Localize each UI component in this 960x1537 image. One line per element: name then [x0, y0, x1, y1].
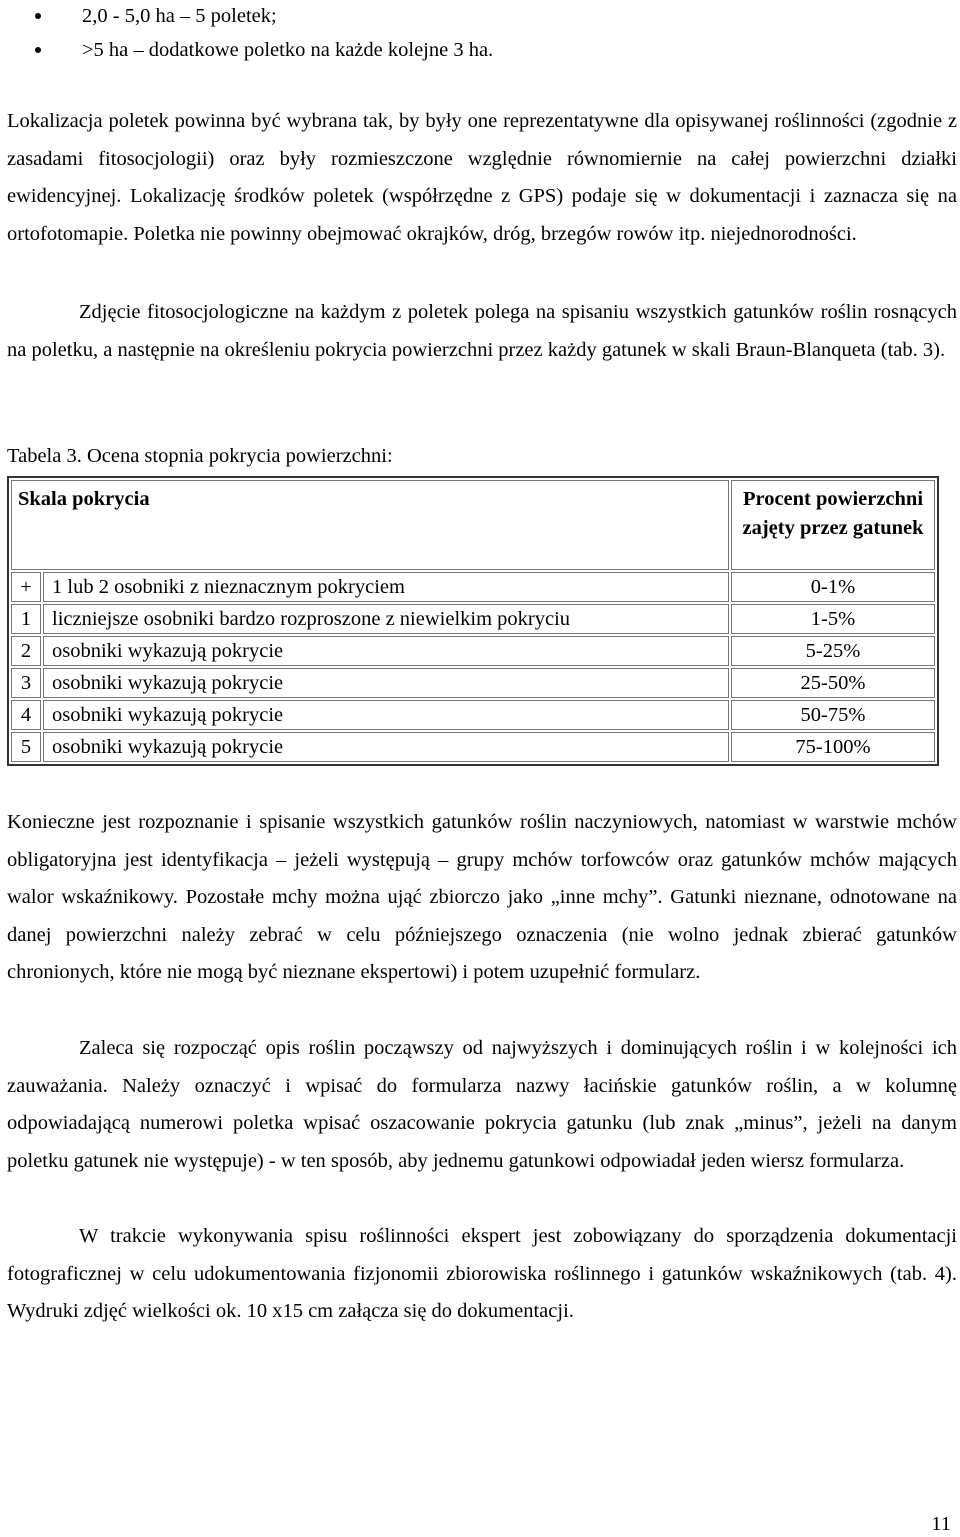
paragraph-phytosociology: Zdjęcie fitosocjologiczne na każdym z poletek polega na spisaniu wszystkich gatunków roślin rosnących na poletku, a następnie na określeniu pokrycia powierzchni przez każdy gatunek w skali Braun-Blanqueta (tab. 3). [7, 301, 957, 361]
scale-description: 1 lub 2 osobniki z nieznacznym pokryciem [43, 572, 729, 602]
header-scale: Skala pokrycia [11, 480, 729, 570]
list-item-text: 2,0 - 5,0 ha – 5 poletek; [82, 5, 277, 27]
table-row [11, 572, 935, 602]
scale-percent: 25-50% [731, 668, 935, 698]
scale-description: osobniki wykazują pokrycie [43, 700, 729, 730]
scale-description: osobniki wykazują pokrycie [43, 636, 729, 666]
table-row [11, 604, 935, 634]
table-header-row [11, 480, 935, 570]
table-row [11, 668, 935, 698]
page-number: 11 [931, 1513, 951, 1535]
paragraph-species-inventory: Konieczne jest rozpoznanie i spisanie wszystkich gatunków roślin naczyniowych, natomiast w warstwie mchów obligatoryjna jest identyfikacja – jeżeli występują – grupy mchów torfowców oraz gatunków mchów mających walor wskaźnikowy. Pozostałe mchy można ująć zbiorczo jako „inne mchy”. Gatunki nieznane, odnotowane na danej powierzchni należy zebrać w celu późniejszego oznaczenia (nie wolno jednak zbierać gatunków chronionych, które nie mogą być nieznane ekspertowi) i potem uzupełnić formularz. [7, 811, 957, 983]
scale-percent: 5-25% [731, 636, 935, 666]
bullet-icon [35, 47, 41, 53]
scale-symbol: 4 [11, 700, 41, 730]
table-row [11, 732, 935, 762]
scale-symbol: + [11, 572, 41, 602]
scale-symbol: 5 [11, 732, 41, 762]
table-row [11, 700, 935, 730]
scale-symbol: 1 [11, 604, 41, 634]
paragraph-localization: Lokalizacja poletek powinna być wybrana tak, by były one reprezentatywne dla opisywanej roślinności (zgodnie z zasadami fitosocjologii) oraz były rozmieszczone względnie równomiernie na całej powierzchni działki ewidencyjnej. Lokalizację środków poletek (współrzędne z GPS) podaje się w dokumentacji i zaznacza się na ortofotomapie. Poletka nie powinny obejmować okrajków, dróg, brzegów rowów itp. niejednorodności. [7, 110, 957, 245]
scale-description: osobniki wykazują pokrycie [43, 668, 729, 698]
scale-symbol: 3 [11, 668, 41, 698]
scale-percent: 75-100% [731, 732, 935, 762]
coverage-scale-table [7, 476, 939, 766]
scale-symbol: 2 [11, 636, 41, 666]
table-row [11, 636, 935, 666]
paragraph-description-order: Zaleca się rozpocząć opis roślin począwszy od najwyższych i dominujących roślin i w kolejności ich zauważania. Należy oznaczyć i wpisać do formularza nazwy łacińskie gatunków roślin, a w kolumnę odpowiadającą numerowi poletka wpisać oszacowanie pokrycia gatunku (lub znak „minus”, jeżeli na danym poletku gatunek nie występuje) - w ten sposób, aby jednemu gatunkowi odpowiadał jeden wiersz formularza. [7, 1037, 957, 1172]
bullet-icon [35, 13, 41, 19]
scale-description: liczniejsze osobniki bardzo rozproszone z niewielkim pokryciu [43, 604, 729, 634]
paragraph-photo-documentation: W trakcie wykonywania spisu roślinności ekspert jest zobowiązany do sporządzenia dokumentacji fotograficznej w celu udokumentowania fizjonomii zbiorowiska roślinnego i gatunków wskaźnikowych (tab. 4). Wydruki zdjęć wielkości ok. 10 x15 cm załącza się do dokumentacji. [7, 1225, 957, 1322]
scale-percent: 1-5% [731, 604, 935, 634]
scale-description: osobniki wykazują pokrycie [43, 732, 729, 762]
list-item-text: >5 ha – dodatkowe poletko na każde kolejne 3 ha. [82, 39, 494, 61]
scale-percent: 0-1% [731, 572, 935, 602]
header-percent: Procent powierzchni zajęty przez gatunek [731, 480, 935, 570]
table-caption: Tabela 3. Ocena stopnia pokrycia powierzchni: [7, 445, 393, 467]
scale-percent: 50-75% [731, 700, 935, 730]
